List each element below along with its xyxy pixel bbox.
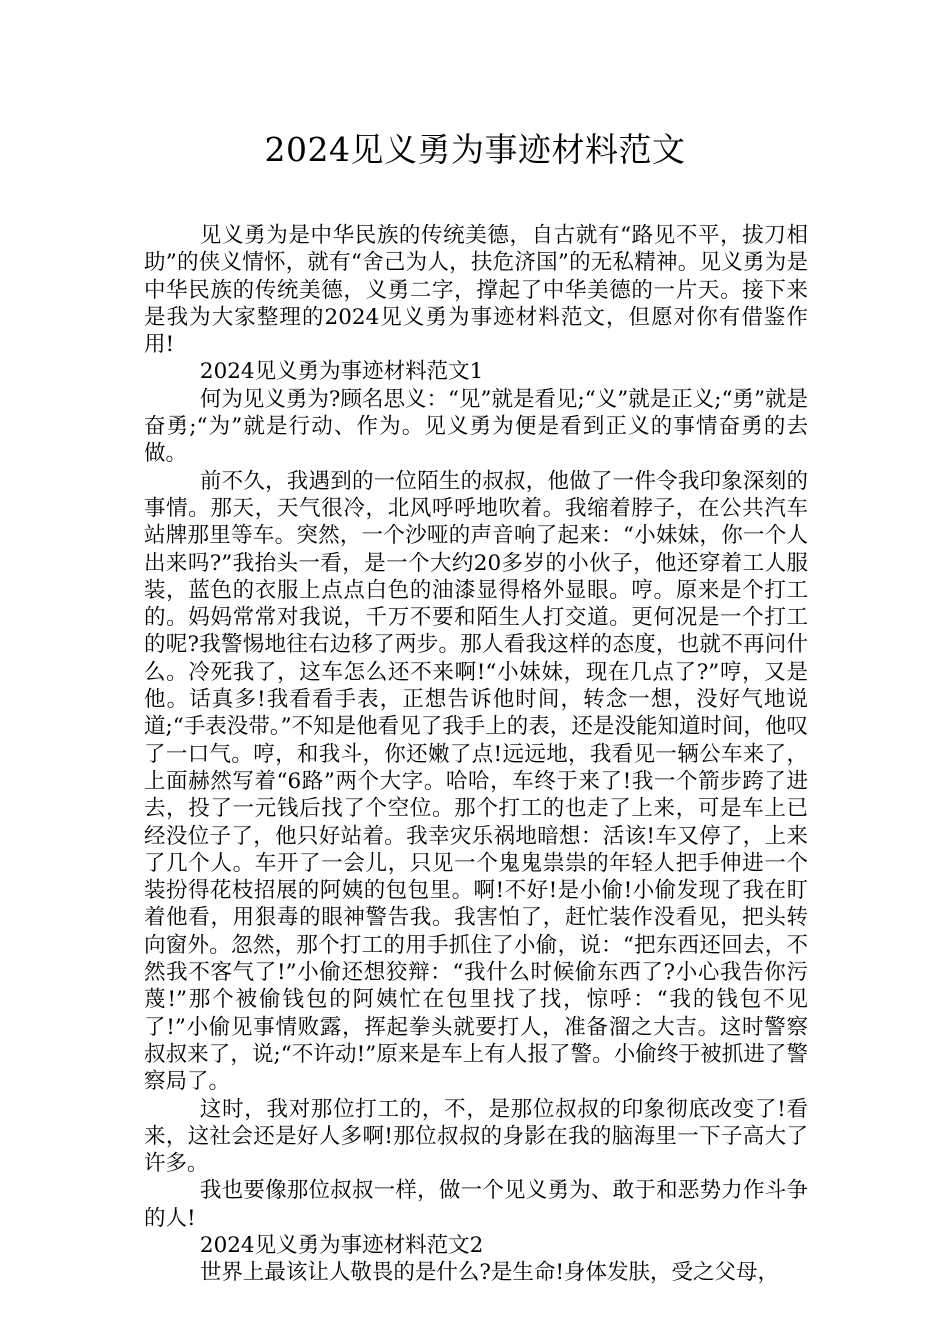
body-paragraph: 我也要像那位叔叔一样，做一个见义勇为、敢于和恶势力作斗争的人! xyxy=(144,1178,808,1231)
document-body xyxy=(144,222,808,1287)
body-paragraph: 何为见义勇为?顾名思义：“见”就是看见;“义”就是正义;“勇”就是奋勇;“为”就是行动、作为。见义勇为便是看到正义的事情奋勇的去做。 xyxy=(144,386,808,467)
section-heading-1: 2024见义勇为事迹材料范文1 xyxy=(199,359,484,385)
body-paragraph: 这时，我对那位打工的，不，是那位叔叔的印象彻底改变了!看来，这社会还是好人多啊!那位叔叔的身影在我的脑海里一下子高大了许多。 xyxy=(144,1096,808,1177)
body-paragraph: 世界上最该让人敬畏的是什么?是生命!身体发肤，受之父母， xyxy=(199,1260,780,1286)
page-title: 2024见义勇为事迹材料范文 xyxy=(264,130,686,169)
section-heading-2: 2024见义勇为事迹材料范文2 xyxy=(199,1232,484,1258)
intro-paragraph: 见义勇为是中华民族的传统美德，自古就有“路见不平，拔刀相助”的侠义情怀，就有“舍己为人，扶危济国”的无私精神。见义勇为是中华民族的传统美德，义勇二字，撑起了中华美德的一片天。接下来是我为大家整理的2024见义勇为事迹材料范文，但愿对你有借鉴作用! xyxy=(144,223,808,358)
body-paragraph: 前不久，我遇到的一位陌生的叔叔，他做了一件令我印象深刻的事情。那天，天气很冷，北风呼呼地吹着。我缩着脖子，在公共汽车站牌那里等车。突然，一个沙哑的声音响了起来：“小妹妹，你一个人出来吗?”我抬头一看，是一个大约20多岁的小伙子，他还穿着工人服装，蓝色的衣服上点点白色的油漆显得格外显眼。哼。原来是个打工的。妈妈常常对我说，千万不要和陌生人打交道。更何况是一个打工的呢?我警惕地往右边移了两步。那人看我这样的态度，也就不再问什么。冷死我了，这车怎么还不来啊!“小妹妹，现在几点了?”哼，又是他。话真多!我看看手表，正想告诉他时间，转念一想，没好气地说道;“手表没带。”不知是他看见了我手上的表，还是没能知道时间，他叹了一口气。哼，和我斗，你还嫩了点!远远地，我看见一辆公车来了，上面赫然写着“6路”两个大字。哈哈，车终于来了!我一个箭步跨了进去，投了一元钱后找了个空位。那个打工的也走了上来，可是车上已经没位子了，他只好站着。我幸灾乐祸地暗想：活该!车又停了，上来了几个人。车开了一会儿，只见一个鬼鬼祟祟的年轻人把手伸进一个装扮得花枝招展的阿姨的包包里。啊!不好!是小偷!小偷发现了我在盯着他看，用狠毒的眼神警告我。我害怕了，赶忙装作没看见，把头转向窗外。忽然，那个打工的用手抓住了小偷，说：“把东西还回去，不然我不客气了!”小偷还想狡辩：“我什么时候偷东西了?小心我告你污蔑!”那个被偷钱包的阿姨忙在包里找了找，惊呼：“我的钱包不见了!”小偷见事情败露，挥起拳头就要打人，准备溜之大吉。这时警察叔叔来了，说;“不许动!”原来是车上有人报了警。小偷终于被抓进了警察局了。 xyxy=(144,468,808,1095)
